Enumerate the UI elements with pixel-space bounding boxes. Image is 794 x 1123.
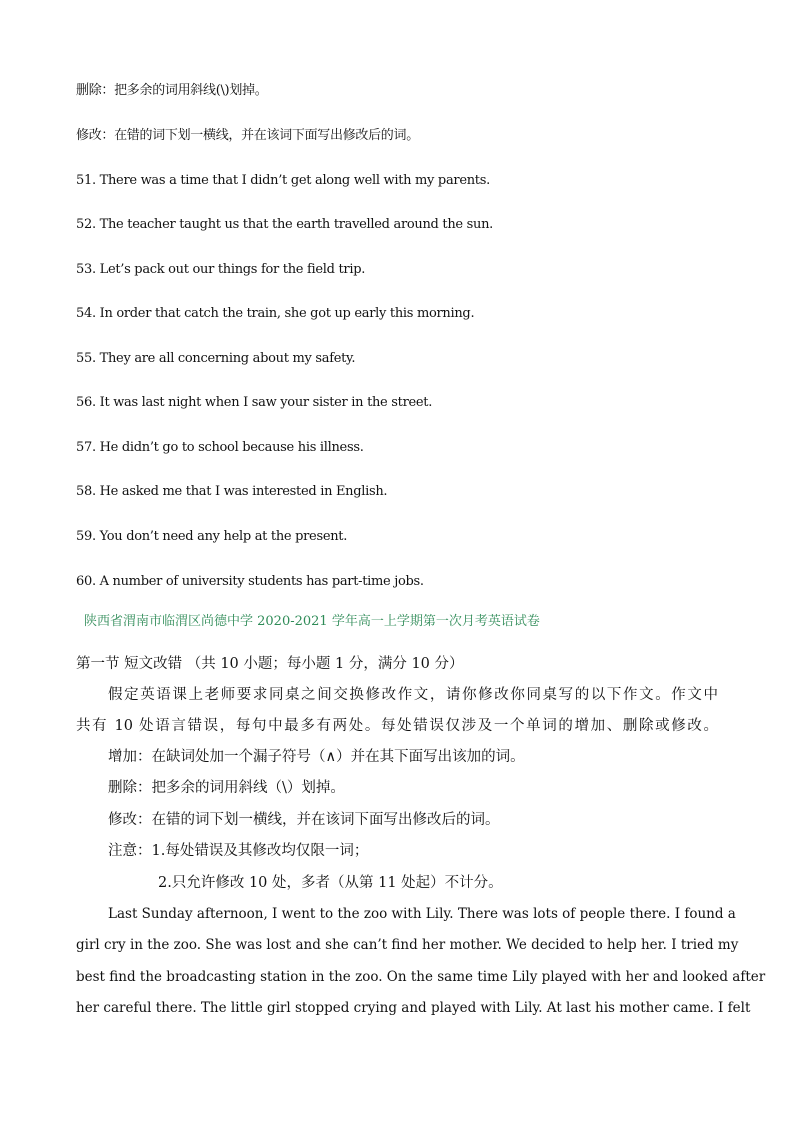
section-intro-line-1: 假定英语课上老师要求同桌之间交换修改作文，请你修改你同桌写的以下作文。作文中 xyxy=(108,687,718,703)
section-intro-line-2: 共有 10 处语言错误，每句中最多有两处。每处错误仅涉及一个单词的增加、删除或修改。 xyxy=(76,718,718,734)
instruction-modify: 修改：在错的词下划一横线，并在该词下面写出修改后的词。 xyxy=(76,128,419,143)
passage-line-4: her careful there. The little girl stopped crying and played with Lily. At last his mother came. I felt xyxy=(76,1000,751,1016)
exercise-item-51: 51. There was a time that I didn’t get along well with my parents. xyxy=(76,173,490,188)
passage-line-3: best find the broadcasting station in the zoo. On the same time Lily played with her and looked after xyxy=(76,969,766,985)
rule-delete: 删除：把多余的词用斜线（\）划掉。 xyxy=(108,780,345,796)
exercise-item-52: 52. The teacher taught us that the earth travelled around the sun. xyxy=(76,217,493,232)
section-heading: 第一节 短文改错 （共 10 小题；每小题 1 分，满分 10 分） xyxy=(76,656,464,672)
exercise-item-60: 60. A number of university students has part-time jobs. xyxy=(76,574,424,589)
instruction-delete: 删除：把多余的词用斜线(\)划掉。 xyxy=(76,83,268,98)
rule-modify: 修改：在错的词下划一横线，并在该词下面写出修改后的词。 xyxy=(108,812,500,828)
note-1: 注意：1.每处错误及其修改均仅限一词； xyxy=(108,843,369,859)
note-2: 2.只允许修改 10 处，多者（从第 11 处起）不计分。 xyxy=(158,875,503,891)
source-title: 陕西省渭南市临渭区尚德中学 2020-2021 学年高一上学期第一次月考英语试卷 xyxy=(84,614,540,629)
exercise-item-55: 55. They are all concerning about my safety. xyxy=(76,351,356,366)
exercise-item-56: 56. It was last night when I saw your sister in the street. xyxy=(76,395,433,410)
rule-add: 增加：在缺词处加一个漏子符号（∧）并在其下面写出该加的词。 xyxy=(108,749,525,765)
exercise-item-53: 53. Let’s pack out our things for the field trip. xyxy=(76,262,366,277)
passage-line-1: Last Sunday afternoon, I went to the zoo with Lily. There was lots of people there. I found a xyxy=(108,906,736,922)
exercise-item-58: 58. He asked me that I was interested in English. xyxy=(76,484,388,499)
passage-line-2: girl cry in the zoo. She was lost and she can’t find her mother. We decided to help her. I tried my xyxy=(76,937,739,953)
exercise-item-57: 57. He didn’t go to school because his illness. xyxy=(76,440,364,455)
exercise-item-54: 54. In order that catch the train, she got up early this morning. xyxy=(76,306,475,321)
exercise-item-59: 59. You don’t need any help at the present. xyxy=(76,529,348,544)
